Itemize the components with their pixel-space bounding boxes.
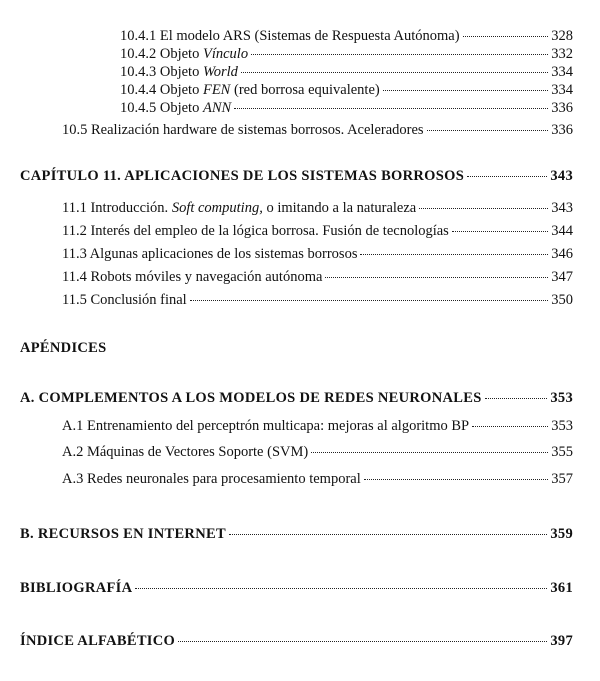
toc-page-number: 336 xyxy=(551,100,573,116)
chapter-title: CAPÍTULO 11. APLICACIONES DE LOS SISTEMAS BORROSOS xyxy=(20,168,465,184)
toc-entry-a-3[interactable] xyxy=(62,471,573,488)
toc-page-number: 359 xyxy=(550,526,573,542)
toc-entry-title: 10.4.2 Objeto xyxy=(120,46,203,62)
toc-entry-11-1[interactable] xyxy=(62,200,573,217)
toc-page-number: 334 xyxy=(551,82,573,98)
toc-entry-11-2[interactable] xyxy=(62,223,573,240)
toc-entry-title-italic: World xyxy=(202,64,238,80)
toc-chapter-11[interactable] xyxy=(20,168,573,185)
toc-page-number: 347 xyxy=(551,269,573,285)
toc-page-number: 332 xyxy=(551,46,573,62)
bibliography-title: BIBLIOGRAFÍA xyxy=(20,580,133,596)
toc-page-number: 343 xyxy=(550,168,573,184)
toc-entry-10-5[interactable] xyxy=(62,122,573,139)
toc-entry-10-4-3[interactable] xyxy=(120,64,573,81)
toc-entry-title: A.3 Redes neuronales para procesamiento temporal xyxy=(62,471,361,487)
dot-leader xyxy=(229,534,547,535)
toc-appendix-a[interactable] xyxy=(20,390,573,407)
toc-entry-title: 11.1 Introducción. xyxy=(62,200,172,216)
dot-leader xyxy=(485,398,548,399)
toc-page-number: 344 xyxy=(551,223,573,239)
toc-entry-title-italic: FEN xyxy=(202,82,231,98)
toc-page-number: 361 xyxy=(550,580,573,596)
toc-entry-11-5[interactable] xyxy=(62,292,573,309)
toc-entry-title-italic: Vínculo xyxy=(202,46,249,62)
appendix-title: B. RECURSOS EN INTERNET xyxy=(20,526,226,542)
toc-entry-a-2[interactable] xyxy=(62,444,573,461)
toc-entry-title: 11.5 Conclusión final xyxy=(62,292,187,308)
toc-entry-title: 10.5 Realización hardware de sistemas borrosos. Aceleradores xyxy=(62,122,424,138)
dot-leader xyxy=(383,90,549,91)
dot-leader xyxy=(463,36,549,37)
toc-entry-title: 11.4 Robots móviles y navegación autónoma xyxy=(62,269,323,285)
toc-page-number: 334 xyxy=(551,64,573,80)
toc-entry-title: 10.4.4 Objeto xyxy=(120,82,203,98)
toc-entry-title: A.2 Máquinas de Vectores Soporte (SVM) xyxy=(62,444,309,460)
toc-entry-a-1[interactable] xyxy=(62,418,573,435)
toc-page-number: 343 xyxy=(551,200,573,216)
toc-page-number: 336 xyxy=(551,122,573,138)
dot-leader xyxy=(452,231,548,232)
appendix-title: A. COMPLEMENTOS A LOS MODELOS DE REDES NEURONALES xyxy=(20,390,482,406)
toc-page-number: 346 xyxy=(551,246,573,262)
toc-entry-title: 10.4.1 El modelo ARS (Sistemas de Respuesta Autónoma) xyxy=(120,28,460,44)
toc-entry-10-4-4[interactable] xyxy=(120,82,573,99)
dot-leader xyxy=(178,641,547,642)
toc-bibliography[interactable] xyxy=(20,580,573,597)
appendices-heading: APÉNDICES xyxy=(20,340,107,356)
toc-page-number: 357 xyxy=(551,471,573,487)
toc-entry-title: 11.2 Interés del empleo de la lógica borrosa. Fusión de tecnologías xyxy=(62,223,449,239)
dot-leader xyxy=(364,479,548,480)
dot-leader xyxy=(190,300,549,301)
index-title: ÍNDICE ALFABÉTICO xyxy=(20,633,176,649)
dot-leader xyxy=(311,452,548,453)
toc-entry-10-4-2[interactable] xyxy=(120,46,573,63)
toc-entry-title: A.1 Entrenamiento del perceptrón multicapa: mejoras al algoritmo BP xyxy=(62,418,470,434)
toc-appendix-b[interactable] xyxy=(20,526,573,543)
dot-leader xyxy=(427,130,549,131)
toc-entry-10-4-5[interactable] xyxy=(120,100,573,117)
dot-leader xyxy=(472,426,548,427)
toc-page-number: 353 xyxy=(550,390,573,406)
toc-entry-title: 10.4.3 Objeto xyxy=(120,64,203,80)
toc-entry-title-italic: Soft computing, xyxy=(171,200,263,216)
toc-page-number: 355 xyxy=(551,444,573,460)
toc-entry-title: 10.4.5 Objeto xyxy=(120,100,203,116)
dot-leader xyxy=(234,108,548,109)
toc-page-number: 328 xyxy=(551,28,573,44)
toc-alphabetic-index[interactable] xyxy=(20,633,573,650)
dot-leader xyxy=(135,588,547,589)
toc-entry-title-suffix: o imitando a la naturaleza xyxy=(262,200,417,216)
toc-page-number: 353 xyxy=(551,418,573,434)
dot-leader xyxy=(325,277,548,278)
toc-page-number: 397 xyxy=(550,633,573,649)
toc-entry-11-3[interactable] xyxy=(62,246,573,263)
dot-leader xyxy=(251,54,548,55)
toc-entry-11-4[interactable] xyxy=(62,269,573,286)
dot-leader xyxy=(360,254,548,255)
toc-entry-title-suffix: (red borrosa equivalente) xyxy=(230,82,380,98)
toc-entry-title-italic: ANN xyxy=(202,100,232,116)
toc-entry-10-4-1[interactable] xyxy=(120,28,573,45)
toc-entry-title: 11.3 Algunas aplicaciones de los sistemas borrosos xyxy=(62,246,358,262)
dot-leader xyxy=(467,176,547,177)
dot-leader xyxy=(419,208,548,209)
dot-leader xyxy=(241,72,548,73)
toc-page-number: 350 xyxy=(551,292,573,308)
